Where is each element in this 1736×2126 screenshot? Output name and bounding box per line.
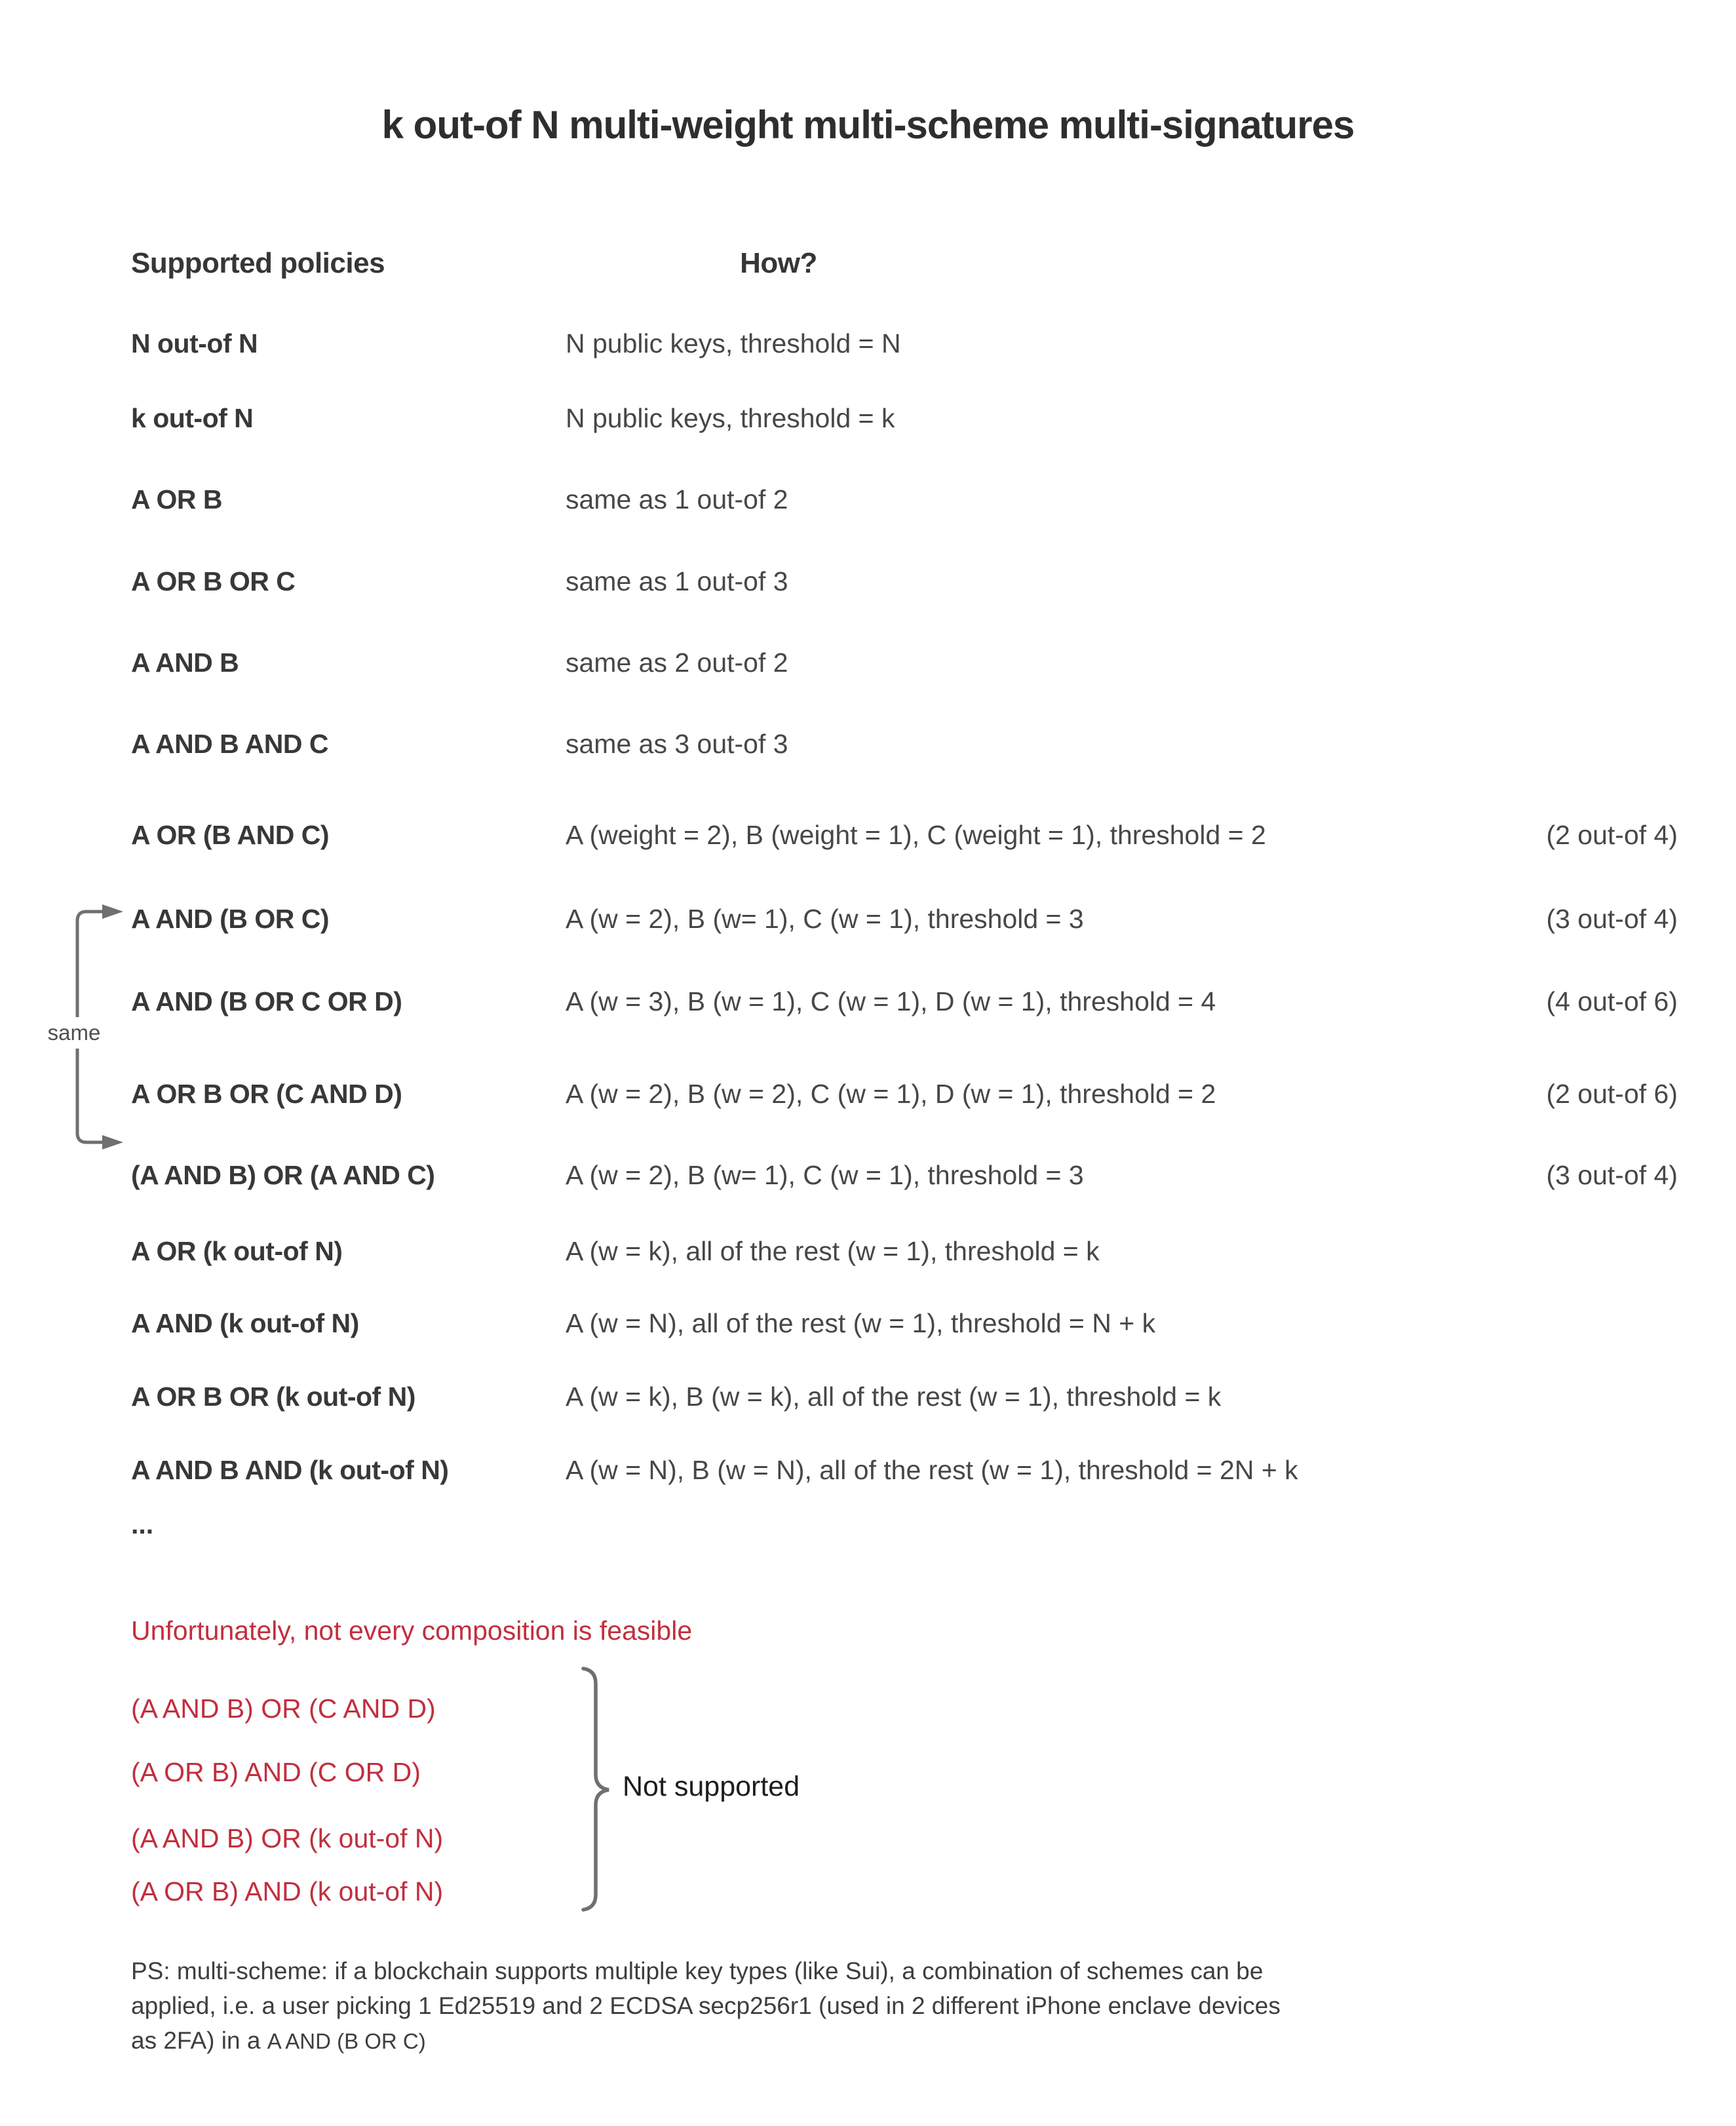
policy-name: A OR B OR (C AND D): [131, 1079, 402, 1109]
ps-line: applied, i.e. a user picking 1 Ed25519 and 2 ECDSA secp256r1 (used in 2 different iPhone enclave devices: [131, 1992, 1281, 2019]
policy-name: A AND (k out-of N): [131, 1308, 359, 1338]
policy-note: (2 out-of 6): [1546, 1079, 1678, 1109]
policy-how: A (w = 3), B (w = 1), C (w = 1), D (w = 1), threshold = 4: [566, 986, 1216, 1016]
policy-row: [0, 1306, 1736, 1340]
policy-row: [0, 646, 1736, 680]
curly-brace-icon: [578, 1666, 617, 1912]
policy-row: [0, 482, 1736, 516]
policy-how: same as 2 out-of 2: [566, 647, 788, 678]
column-header-supported-policies: Supported policies: [131, 247, 385, 279]
policy-how: A (w = 2), B (w = 2), C (w = 1), D (w = 1), threshold = 2: [566, 1079, 1216, 1109]
policy-how: same as 1 out-of 2: [566, 484, 788, 514]
policy-how: same as 1 out-of 3: [566, 566, 788, 596]
policy-row: [0, 1234, 1736, 1268]
policy-note: (4 out-of 6): [1546, 986, 1678, 1016]
policy-how: same as 3 out-of 3: [566, 729, 788, 759]
infeasible-item: (A AND B) OR (k out-of N): [131, 1823, 444, 1853]
policy-name: A AND (B OR C OR D): [131, 986, 402, 1016]
policy-row: [0, 1453, 1736, 1487]
policy-note: (2 out-of 4): [1546, 820, 1678, 850]
ellipsis: ...: [131, 1509, 154, 1539]
column-header-how: How?: [740, 247, 817, 279]
policy-row: [0, 1077, 1736, 1111]
policy-name: A AND B AND C: [131, 729, 328, 759]
same-label: same: [33, 1017, 115, 1049]
policy-row: [0, 902, 1736, 936]
policy-how: A (w = N), all of the rest (w = 1), threshold = N + k: [566, 1308, 1156, 1338]
infeasible-heading: Unfortunately, not every composition is feasible: [131, 1615, 693, 1646]
policy-row: [0, 727, 1736, 761]
policy-how: A (w = k), B (w = k), all of the rest (w = 1), threshold = k: [566, 1382, 1222, 1412]
policy-how: A (weight = 2), B (weight = 1), C (weight = 1), threshold = 2: [566, 820, 1266, 850]
policy-how: A (w = k), all of the rest (w = 1), threshold = k: [566, 1236, 1100, 1266]
policy-row: [0, 984, 1736, 1018]
ps-line: PS: multi-scheme: if a blockchain supports multiple key types (like Sui), a combination of schemes can be: [131, 1958, 1263, 1984]
not-supported-label: Not supported: [623, 1771, 800, 1802]
policy-row: [0, 401, 1736, 435]
policy-note: (3 out-of 4): [1546, 904, 1678, 934]
policy-how: A (w = N), B (w = N), all of the rest (w = 1), threshold = 2N + k: [566, 1455, 1298, 1485]
policy-name: (A AND B) OR (A AND C): [131, 1160, 435, 1190]
ps-note: [131, 1954, 1651, 2058]
policy-row: [0, 1380, 1736, 1414]
policy-how: A (w = 2), B (w= 1), C (w = 1), threshold = 3: [566, 1160, 1084, 1190]
policy-name: A OR B OR (k out-of N): [131, 1382, 415, 1412]
infeasible-item: (A AND B) OR (C AND D): [131, 1693, 436, 1724]
policy-note: (3 out-of 4): [1546, 1160, 1678, 1190]
policy-name: A AND (B OR C): [131, 904, 329, 934]
policy-how: N public keys, threshold = N: [566, 328, 901, 358]
policy-row: [0, 564, 1736, 598]
policy-row: [0, 1158, 1736, 1192]
ps-line: [131, 2023, 1651, 2058]
policy-how: A (w = 2), B (w= 1), C (w = 1), threshold = 3: [566, 904, 1084, 934]
policy-name: A AND B: [131, 647, 239, 678]
ps-line-prefix: as 2FA) in a: [131, 2027, 267, 2054]
policy-name: A OR B OR C: [131, 566, 296, 596]
policy-name: k out-of N: [131, 403, 254, 433]
policy-name: N out-of N: [131, 328, 258, 358]
policy-name: A OR (B AND C): [131, 820, 329, 850]
ps-line-policy: A AND (B OR C): [267, 2029, 426, 2053]
policy-how: N public keys, threshold = k: [566, 403, 895, 433]
policy-name: A AND B AND (k out-of N): [131, 1455, 449, 1485]
policy-row: [0, 326, 1736, 360]
page-title: k out-of N multi-weight multi-scheme multi-signatures: [381, 103, 1355, 147]
policy-row: [0, 818, 1736, 852]
policy-name: A OR B: [131, 484, 222, 514]
infeasible-item: (A OR B) AND (C OR D): [131, 1757, 421, 1787]
policy-name: A OR (k out-of N): [131, 1236, 343, 1266]
infeasible-item: (A OR B) AND (k out-of N): [131, 1876, 444, 1906]
